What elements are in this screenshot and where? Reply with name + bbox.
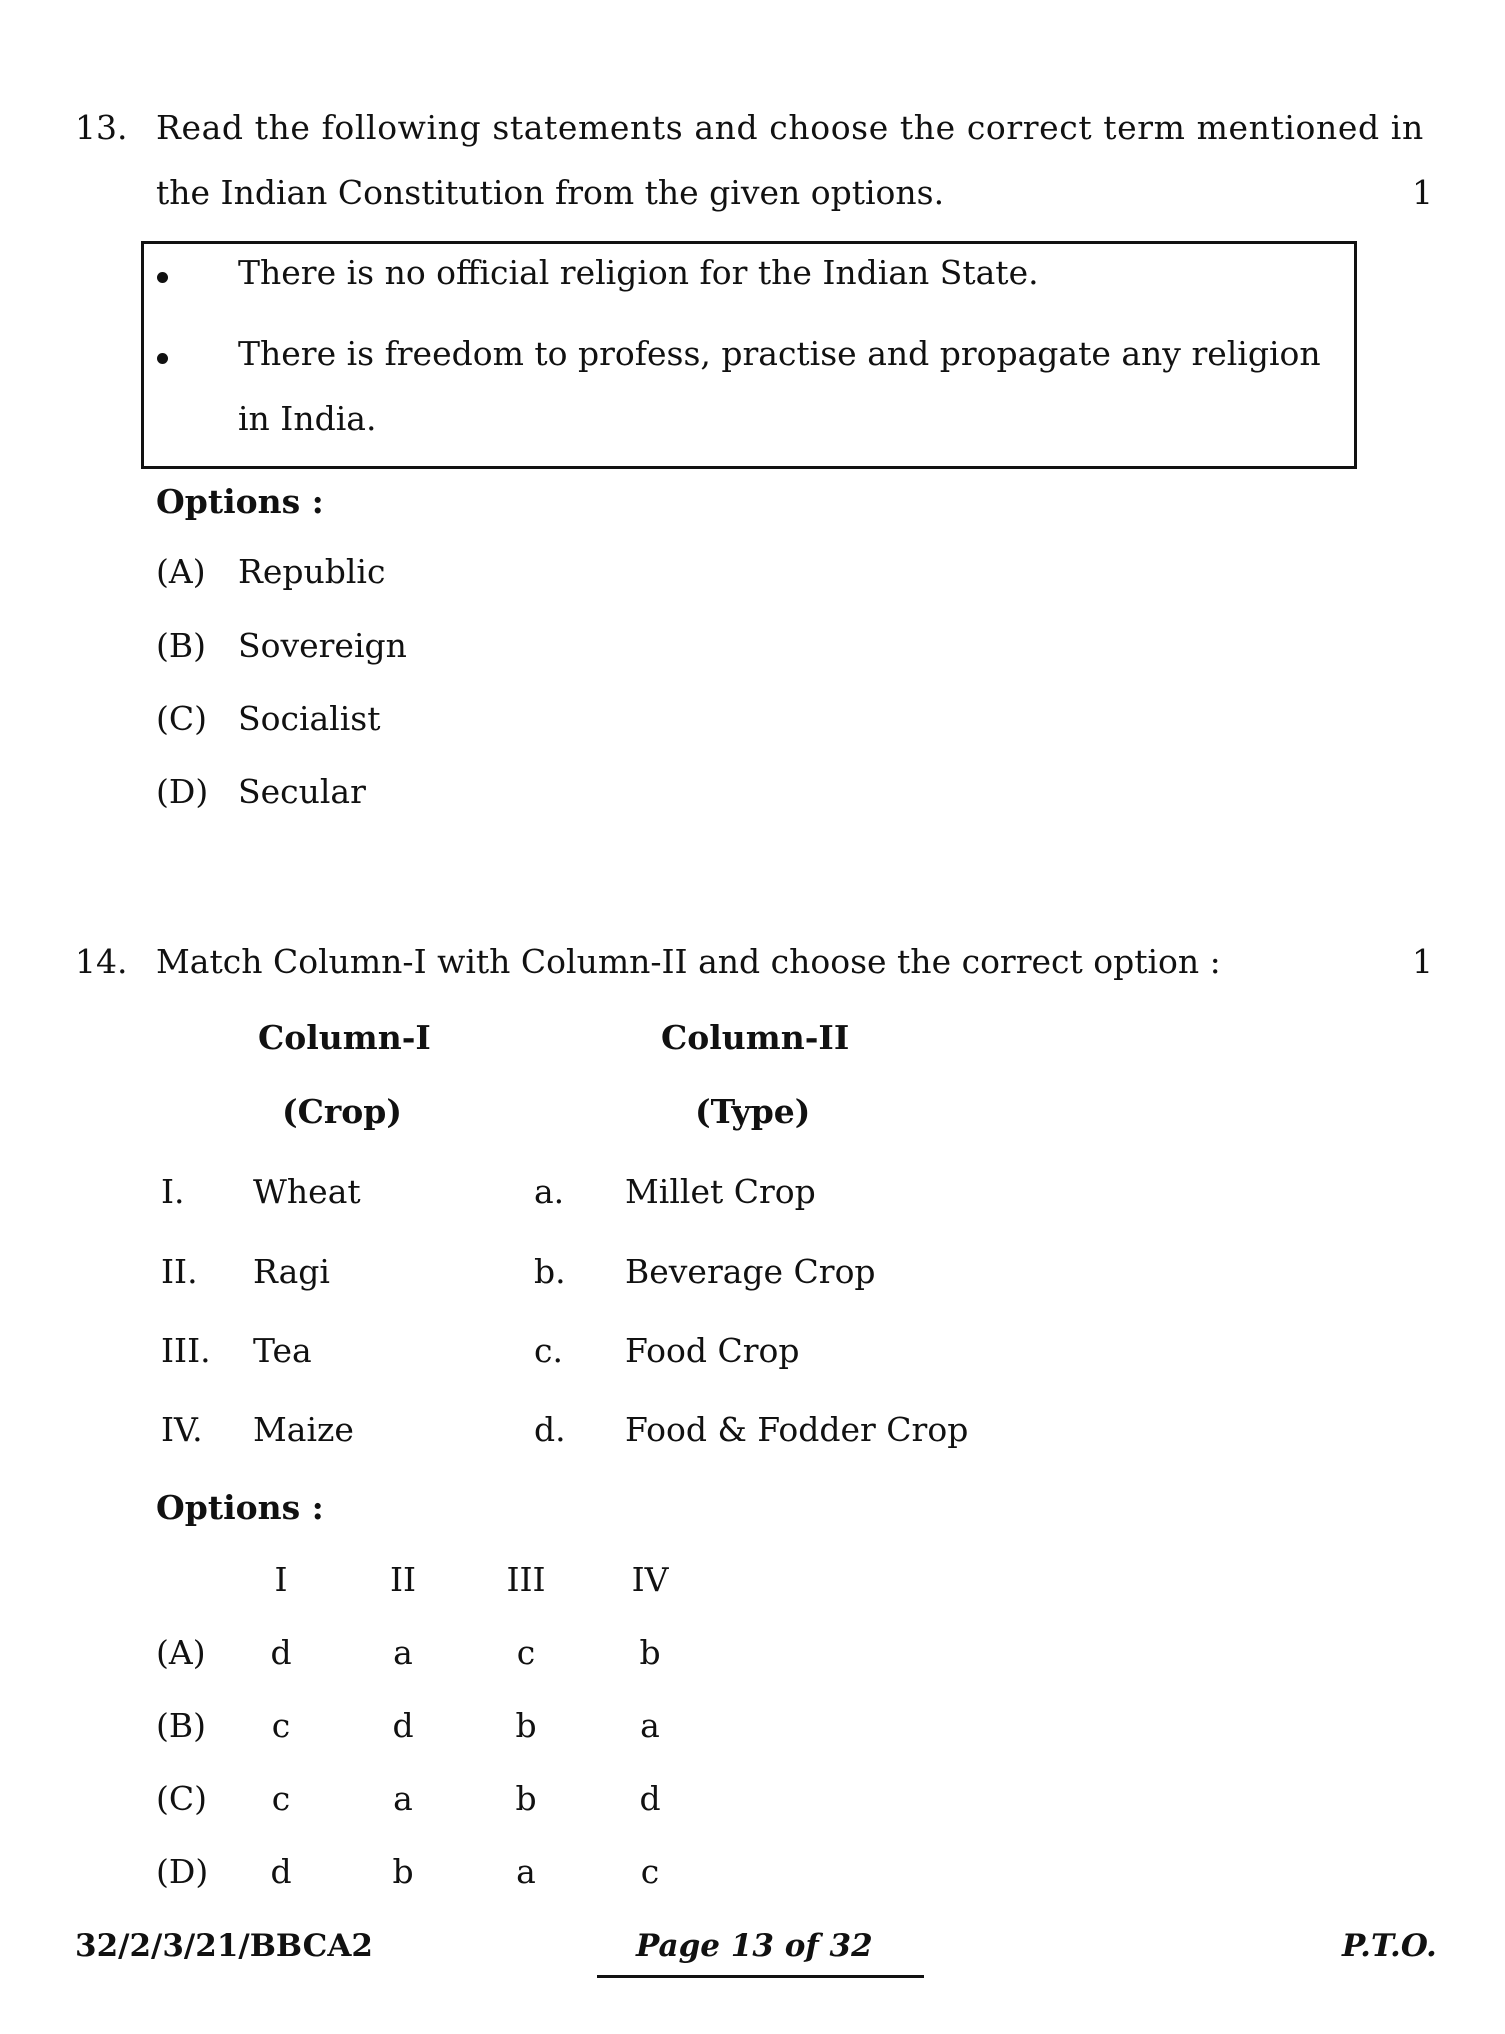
q14-option-a-label: (A): [156, 1633, 206, 1672]
grid-cell: d: [270, 1852, 292, 1891]
q13-number: 13.: [75, 108, 128, 147]
page-number: Page 13 of 32: [636, 1928, 873, 1964]
grid-cell: a: [393, 1633, 413, 1672]
q13-stem-line-2: the Indian Constitution from the given options.: [156, 173, 945, 212]
q14-marks: 1: [1412, 942, 1433, 981]
grid-header-iii: III: [506, 1560, 546, 1599]
column-1-item-text: Ragi: [253, 1252, 330, 1291]
bullet-icon: [157, 353, 168, 364]
q14-number: 14.: [75, 942, 128, 981]
q13-marks: 1: [1412, 173, 1433, 212]
grid-cell: a: [516, 1852, 536, 1891]
grid-cell: d: [639, 1779, 661, 1818]
column-1-heading: Column-I: [258, 1018, 431, 1057]
grid-cell: b: [392, 1852, 414, 1891]
grid-header-iv: IV: [631, 1560, 669, 1599]
q14-option-b-label: (B): [156, 1706, 206, 1745]
grid-cell: c: [640, 1852, 660, 1891]
q13-options-heading: Options :: [156, 482, 324, 521]
column-2-item-label: d.: [534, 1410, 566, 1449]
q14-option-c-label: (C): [156, 1779, 207, 1818]
grid-cell: d: [392, 1706, 414, 1745]
paper-code: 32/2/3/21/BBCA2: [75, 1928, 373, 1964]
column-1-item-label: III.: [161, 1331, 211, 1370]
q13-statement-1: There is no official religion for the Indian State.: [238, 253, 1039, 292]
page-number-underline: [597, 1975, 924, 1978]
q13-option-b-label: (B): [156, 626, 206, 665]
bullet-icon: [157, 272, 168, 283]
column-2-heading: Column-II: [661, 1018, 850, 1057]
column-1-item-label: IV.: [161, 1410, 203, 1449]
q13-option-c-label: (C): [156, 699, 207, 738]
grid-cell: d: [270, 1633, 292, 1672]
q13-option-d-text: Secular: [238, 772, 366, 811]
grid-header-i: I: [274, 1560, 288, 1599]
grid-cell: c: [271, 1779, 291, 1818]
column-1-item-label: I.: [161, 1172, 185, 1211]
column-2-item-label: a.: [534, 1172, 565, 1211]
grid-cell: a: [393, 1779, 413, 1818]
column-1-item-text: Tea: [253, 1331, 312, 1370]
grid-cell: a: [640, 1706, 660, 1745]
column-2-subheading: (Type): [695, 1092, 811, 1131]
q13-stem-line-1: Read the following statements and choose the correct term mentioned in: [156, 108, 1424, 147]
grid-cell: b: [639, 1633, 661, 1672]
grid-header-ii: II: [389, 1560, 417, 1599]
q13-option-a-text: Republic: [238, 552, 386, 591]
q14-options-heading: Options :: [156, 1488, 324, 1527]
grid-cell: b: [515, 1779, 537, 1818]
q14-stem: Match Column-I with Column-II and choose the correct option :: [156, 942, 1221, 981]
q13-statement-2-continued: in India.: [238, 399, 377, 438]
column-2-item-label: c.: [534, 1331, 563, 1370]
q13-statement-2: There is freedom to profess, practise and propagate any religion: [238, 334, 1321, 373]
column-2-item-text: Food Crop: [625, 1331, 800, 1370]
column-2-item-text: Beverage Crop: [625, 1252, 876, 1291]
column-1-item-text: Maize: [253, 1410, 354, 1449]
column-1-item-text: Wheat: [253, 1172, 361, 1211]
q13-option-b-text: Sovereign: [238, 626, 407, 665]
column-1-subheading: (Crop): [282, 1092, 402, 1131]
column-2-item-text: Food & Fodder Crop: [625, 1410, 969, 1449]
q13-option-a-label: (A): [156, 552, 206, 591]
q13-option-d-label: (D): [156, 772, 209, 811]
column-1-item-label: II.: [161, 1252, 198, 1291]
grid-cell: b: [515, 1706, 537, 1745]
grid-cell: c: [271, 1706, 291, 1745]
column-2-item-text: Millet Crop: [625, 1172, 816, 1211]
grid-cell: c: [516, 1633, 536, 1672]
q14-option-d-label: (D): [156, 1852, 209, 1891]
column-2-item-label: b.: [534, 1252, 566, 1291]
q13-option-c-text: Socialist: [238, 699, 381, 738]
please-turn-over: P.T.O.: [1342, 1928, 1437, 1964]
